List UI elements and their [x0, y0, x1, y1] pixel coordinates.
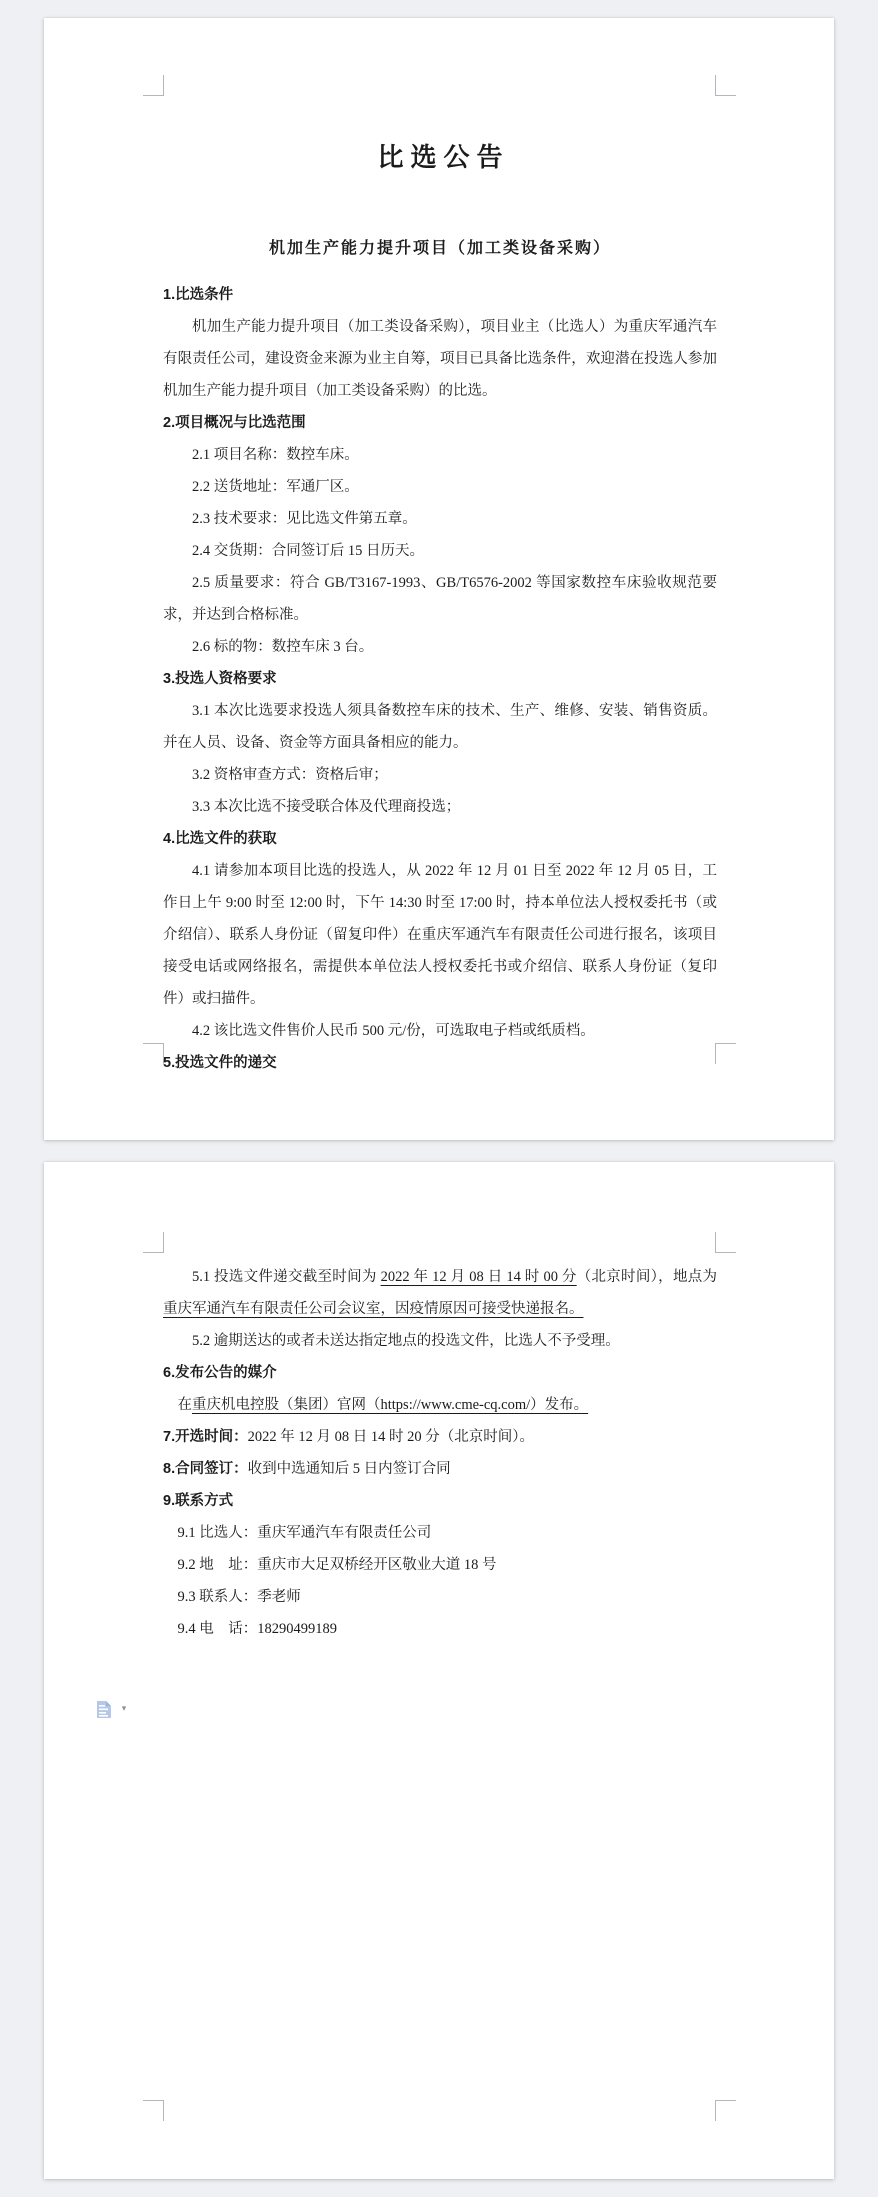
- list-item-2-4: 2.4 交货期：合同签订后 15 日历天。: [192, 543, 424, 559]
- section-heading-7: 7.开选时间：: [163, 1429, 248, 1445]
- page-1-content: [163, 18, 717, 1079]
- submission-location-underlined: 重庆军通汽车有限责任公司会议室，因疫情原因可接受快递报名。: [163, 1301, 584, 1317]
- section-heading-9: 9.联系方式: [163, 1493, 234, 1509]
- margin-mark-top-left: [143, 75, 164, 96]
- section-heading-2: 2.项目概况与比选范围: [163, 415, 306, 431]
- list-item-2-3: 2.3 技术要求：见比选文件第五章。: [192, 511, 417, 527]
- list-item-2-6: 2.6 标的物：数控车床 3 台。: [192, 639, 374, 655]
- paragraph-5-2: 5.2 逾期送达的或者未送达指定地点的投选文件，比选人不予受理。: [192, 1333, 620, 1349]
- list-item-4-1: 4.1 请参加本项目比选的投选人，从 2022 年 12 月 01 日至 2022 年 12 月 05 日，工作日上午 9:00 时至 12:00 时，下午 14:30 时至 17:00 时，持本单位法人授权委托书（或介绍信）、联系人身份证（留复印件）在重庆军通汽车有限责任公司进行报名，该项目接受电话或网络报名，需提供本单位法人授权委托书或介绍信、联系人身份证（复印件）或扫描件。: [163, 863, 717, 1007]
- dropdown-arrow-icon[interactable]: ▾: [121, 1704, 127, 1714]
- margin-mark-bottom-right: [715, 1043, 736, 1064]
- section-heading-5: 5.投选文件的递交: [163, 1055, 277, 1071]
- list-item-3-1: 3.1 本次比选要求投选人须具备数控车床的技术、生产、维修、安装、销售资质。并在人员、设备、资金等方面具备相应的能力。: [163, 703, 717, 751]
- document-subtitle: 机加生产能力提升项目（加工类设备采购）: [268, 240, 611, 257]
- paste-options-widget[interactable]: [96, 1700, 130, 1720]
- list-item-2-2: 2.2 送货地址：军通厂区。: [192, 479, 359, 495]
- contact-item-9-4: 9.4 电 话：18290499189: [177, 1621, 337, 1637]
- document-title: 比选公告: [377, 143, 510, 172]
- list-item-2-1: 2.1 项目名称：数控车床。: [192, 447, 359, 463]
- page-2-content: [163, 1162, 717, 1645]
- margin-mark-top-right: [715, 1232, 736, 1253]
- margin-mark-bottom-left: [143, 2100, 164, 2121]
- contact-item-9-1: 9.1 比选人：重庆军通汽车有限责任公司: [177, 1525, 432, 1541]
- section-heading-1: 1.比选条件: [163, 287, 234, 303]
- section-heading-4: 4.比选文件的获取: [163, 831, 277, 847]
- section-heading-3: 3.投选人资格要求: [163, 671, 277, 687]
- list-item-3-3: 3.3 本次比选不接受联合体及代理商投选；: [192, 799, 461, 815]
- paragraph-5-1-run: 5.1 投选文件递交截至时间为: [192, 1269, 381, 1285]
- paragraph-8: [163, 1453, 717, 1485]
- document-page-1: [44, 18, 834, 1140]
- paragraph-5-1: [163, 1261, 717, 1325]
- list-item-2-5: 2.5 质量要求：符合 GB/T3167-1993、GB/T6576-2002 等国家数控车床验收规范要求，并达到合格标准。: [163, 575, 717, 623]
- section-heading-8: 8.合同签订：: [163, 1461, 248, 1477]
- margin-mark-top-left: [143, 1232, 164, 1253]
- section-heading-6: 6.发布公告的媒介: [163, 1365, 277, 1381]
- section-1-paragraph: 机加生产能力提升项目（加工类设备采购），项目业主（比选人）为重庆军通汽车有限责任公司，建设资金来源为业主自筹，项目已具备比选条件，欢迎潜在投选人参加机加生产能力提升项目（加工类设备采购）的比选。: [163, 319, 717, 399]
- contract-signing-text: 收到中选通知后 5 日内签订合同: [247, 1461, 451, 1477]
- margin-mark-bottom-left: [143, 1043, 164, 1064]
- contact-item-9-3: 9.3 联系人：季老师: [177, 1589, 301, 1605]
- paste-options-icon[interactable]: [96, 1700, 112, 1719]
- deadline-datetime-underlined: 2022 年 12 月 08 日 14 时 00 分: [380, 1269, 577, 1285]
- list-item-3-2: 3.2 资格审查方式：资格后审；: [192, 767, 388, 783]
- margin-mark-top-right: [715, 75, 736, 96]
- contact-item-9-2: 9.2 地 址：重庆市大足双桥经开区敬业大道 18 号: [177, 1557, 497, 1573]
- list-item-4-2: 4.2 该比选文件售价人民币 500 元/份，可选取电子档或纸质档。: [192, 1023, 595, 1039]
- margin-mark-bottom-right: [715, 2100, 736, 2121]
- document-page-2: [44, 1162, 834, 2179]
- paragraph-7: [163, 1421, 717, 1453]
- paragraph-6: [163, 1389, 717, 1421]
- opening-time-text: 2022 年 12 月 08 日 14 时 20 分（北京时间）。: [247, 1429, 534, 1445]
- paragraph-5-1-run: （北京时间），地点为: [576, 1269, 718, 1285]
- announcement-website-underlined: 重庆机电控股（集团）官网（https://www.cme-cq.com/）发布。: [192, 1397, 589, 1413]
- paragraph-6-run: 在: [177, 1397, 192, 1413]
